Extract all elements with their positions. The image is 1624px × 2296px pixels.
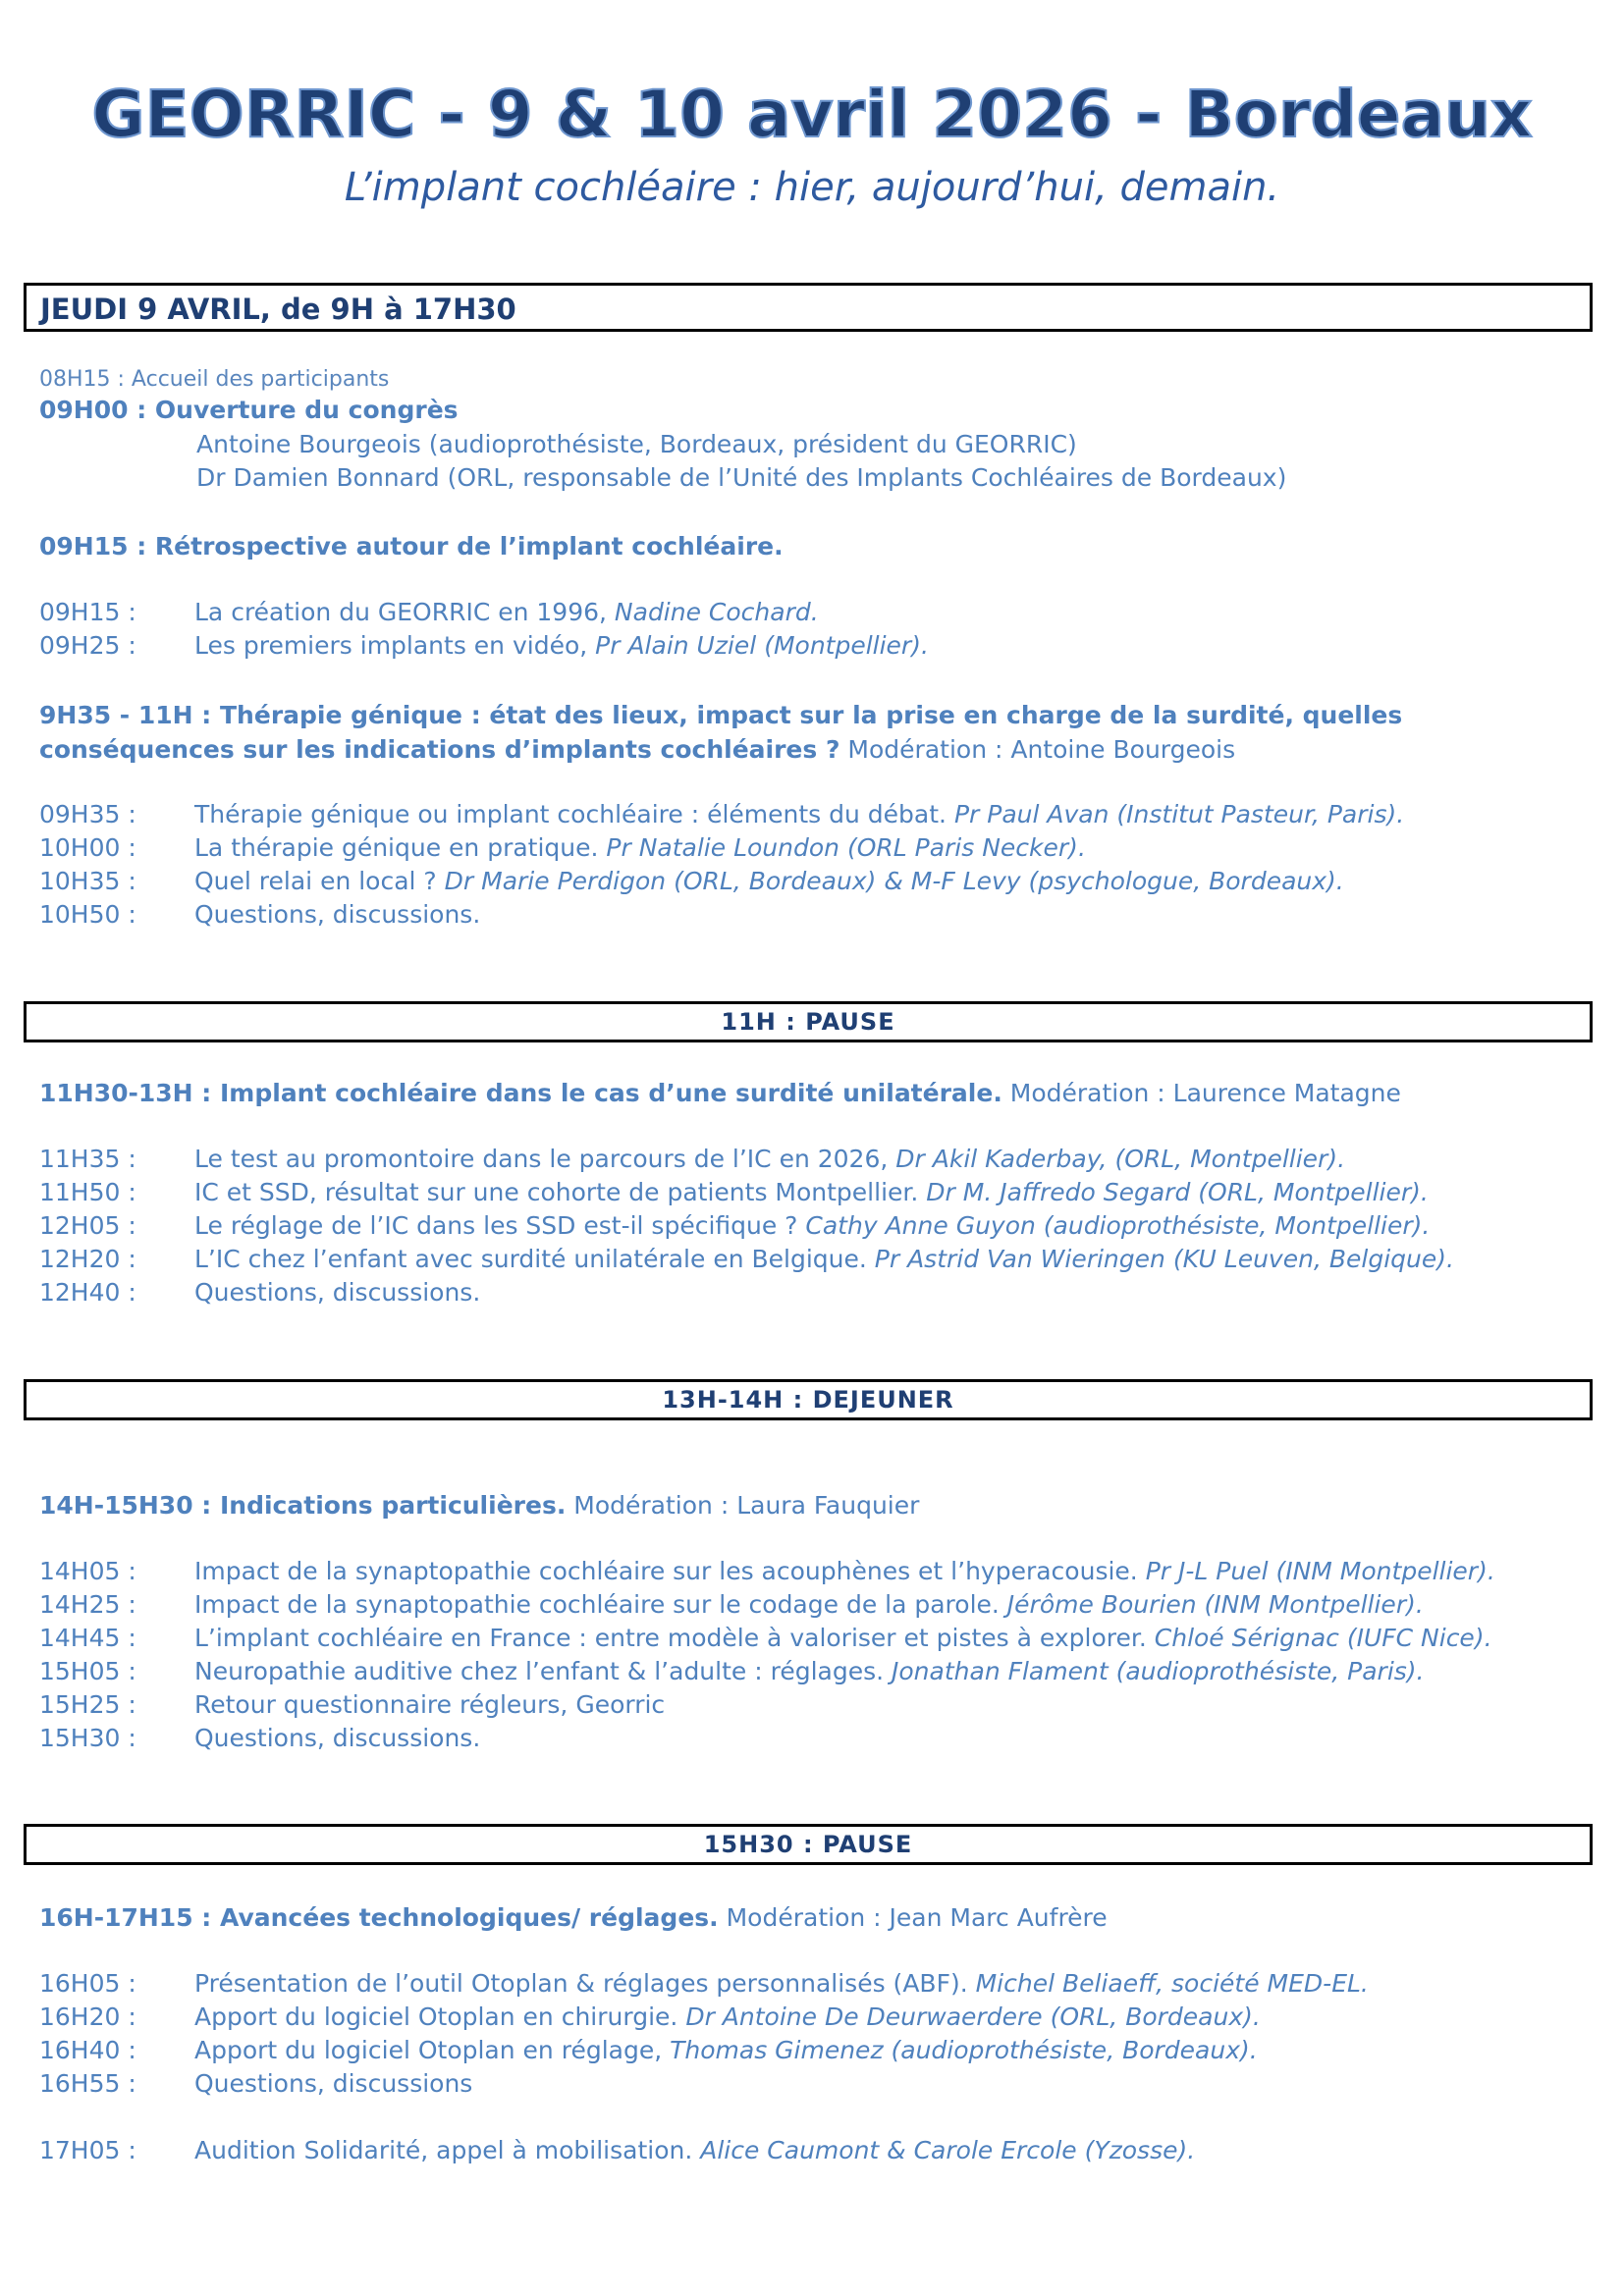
item-speaker: Dr M. Jaffredo Segard (ORL, Montpellier). (926, 1178, 1429, 1206)
session-title-text: 14H-15H30 : Indications particulières. (39, 1491, 567, 1520)
item-speaker: Pr Alain Uziel (Montpellier). (595, 631, 929, 660)
session-title (39, 529, 1600, 563)
item-text: Apport du logiciel Otoplan en chirurgie. (194, 2002, 686, 2031)
item-time: 16H20 : (39, 2002, 136, 2031)
item-text: Questions, discussions. (194, 1724, 481, 1752)
program-item (39, 1211, 1430, 1240)
item-time: 09H25 : (39, 631, 136, 660)
program-item (39, 900, 480, 929)
program-item (39, 1278, 480, 1307)
item-time: 17H05 : (39, 2136, 136, 2164)
session-title-text: 11H30-13H : Implant cochléaire dans le cas d’une surdité unilatérale. (39, 1079, 1002, 1107)
item-speaker: Dr Marie Perdigon (ORL, Bordeaux) & M-F Levy (psychologue, Bordeaux). (444, 867, 1344, 895)
program-item (39, 1557, 1495, 1585)
program-item (39, 833, 1086, 862)
item-speaker: Dr Antoine De Deurwaerdere (ORL, Bordeaux). (685, 2002, 1261, 2031)
program-item (39, 867, 1344, 895)
pause-banner: 11H : PAUSE (24, 1001, 1593, 1042)
item-text: La création du GEORRIC en 1996, (194, 598, 615, 626)
item-text: Le réglage de l’IC dans les SSD est-il spécifique ? (194, 1211, 806, 1240)
program-item (39, 1145, 1345, 1173)
item-speaker: Thomas Gimenez (audioprothésiste, Bordeaux). (670, 2036, 1258, 2064)
opening-title-text: 09H00 : Ouverture du congrès (39, 396, 459, 424)
item-text: IC et SSD, résultat sur une cohorte de patients Montpellier. (194, 1178, 927, 1206)
item-text: Audition Solidarité, appel à mobilisation. (194, 2136, 701, 2164)
item-text: Retour questionnaire régleurs, Georric (194, 1690, 666, 1719)
item-speaker: Nadine Cochard. (614, 598, 819, 626)
item-text: Présentation de l’outil Otoplan & réglages personnalisés (ABF). (194, 1969, 976, 1998)
program-item (39, 800, 1404, 828)
program-item (39, 2036, 1258, 2064)
item-time: 16H55 : (39, 2069, 136, 2098)
opening-speaker: Dr Damien Bonnard (ORL, responsable de l’Unité des Implants Cochléaires de Bordeaux) (196, 463, 1287, 492)
item-time: 09H15 : (39, 598, 136, 626)
item-speaker: Chloé Sérignac (IUFC Nice). (1154, 1624, 1492, 1652)
item-text: Apport du logiciel Otoplan en réglage, (194, 2036, 671, 2064)
item-speaker: Michel Beliaeff, société MED-EL. (975, 1969, 1369, 1998)
item-time: 11H35 : (39, 1145, 136, 1173)
item-time: 09H35 : (39, 800, 136, 828)
document-subtitle: L’implant cochléaire : hier, aujourd’hui, demain. (344, 165, 1280, 210)
pause-banner: 15H30 : PAUSE (24, 1824, 1593, 1865)
item-time: 12H40 : (39, 1278, 136, 1307)
item-time: 10H00 : (39, 833, 136, 862)
session-title-text: 16H-17H15 : Avancées technologiques/ réglages. (39, 1903, 719, 1932)
item-speaker: Jérôme Bourien (INM Montpellier). (1006, 1590, 1424, 1619)
item-time: 12H05 : (39, 1211, 136, 1240)
opening-title (39, 393, 1600, 427)
session-title (39, 1488, 1600, 1522)
program-item (39, 1624, 1492, 1652)
lunch-banner: 13H-14H : DEJEUNER (24, 1379, 1593, 1420)
session-title-text: 09H15 : Rétrospective autour de l’implant cochléaire. (39, 532, 784, 561)
item-speaker: Cathy Anne Guyon (audioprothésiste, Montpellier). (805, 1211, 1431, 1240)
program-item (39, 598, 819, 626)
program-item (39, 1969, 1369, 1998)
session-title (39, 1900, 1600, 1935)
item-text: Questions, discussions. (194, 900, 481, 929)
item-time: 16H40 : (39, 2036, 136, 2064)
item-text: Quel relai en local ? (194, 867, 445, 895)
item-time: 14H05 : (39, 1557, 136, 1585)
item-time: 12H20 : (39, 1245, 136, 1273)
item-text: Questions, discussions. (194, 1278, 481, 1307)
item-time: 11H50 : (39, 1178, 136, 1206)
closing-item (39, 2136, 1195, 2164)
item-text: Le test au promontoire dans le parcours de l’IC en 2026, (194, 1145, 896, 1173)
day-header: JEUDI 9 AVRIL, de 9H à 17H30 (24, 283, 1593, 332)
item-time: 10H50 : (39, 900, 136, 929)
program-item (39, 2069, 472, 2098)
welcome-line: 08H15 : Accueil des participants (39, 367, 390, 392)
item-time: 15H30 : (39, 1724, 136, 1752)
program-item (39, 2002, 1261, 2031)
session-title (39, 1076, 1600, 1110)
item-speaker: Pr Astrid Van Wieringen (KU Leuven, Belgique). (874, 1245, 1454, 1273)
item-time: 14H25 : (39, 1590, 136, 1619)
item-time: 15H05 : (39, 1657, 136, 1685)
item-text: Impact de la synaptopathie cochléaire sur les acouphènes et l’hyperacousie. (194, 1557, 1146, 1585)
item-text: Impact de la synaptopathie cochléaire sur le codage de la parole. (194, 1590, 1007, 1619)
document-title: GEORRIC - 9 & 10 avril 2026 - Bordeaux (91, 77, 1533, 152)
item-text: L’implant cochléaire en France : entre modèle à valoriser et pistes à explorer. (194, 1624, 1155, 1652)
session-moderation: Modération : Laura Fauquier (566, 1491, 920, 1520)
program-item (39, 1690, 665, 1719)
item-text: L’IC chez l’enfant avec surdité unilatérale en Belgique. (194, 1245, 875, 1273)
item-text: La thérapie génique en pratique. (194, 833, 607, 862)
program-item (39, 1178, 1429, 1206)
item-speaker: Dr Akil Kaderbay, (ORL, Montpellier). (895, 1145, 1346, 1173)
program-item (39, 1724, 480, 1752)
program-item (39, 1245, 1454, 1273)
item-speaker: Alice Caumont & Carole Ercole (Yzosse). (700, 2136, 1196, 2164)
program-item (39, 631, 929, 660)
item-text: Neuropathie auditive chez l’enfant & l’adulte : réglages. (194, 1657, 893, 1685)
item-time: 15H25 : (39, 1690, 136, 1719)
item-time: 10H35 : (39, 867, 136, 895)
item-text: Questions, discussions (194, 2069, 473, 2098)
item-speaker: Jonathan Flament (audioprothésiste, Paris). (892, 1657, 1425, 1685)
session-moderation: Modération : Laurence Matagne (1001, 1079, 1401, 1107)
session-title-text: 9H35 - 11H : Thérapie génique : état des lieux, impact sur la prise en charge de la surdité, quelles conséquences sur les indications d’implants cochléaires ? (39, 701, 1403, 764)
session-moderation: Modération : Jean Marc Aufrère (718, 1903, 1108, 1932)
item-speaker: Pr J-L Puel (INM Montpellier). (1145, 1557, 1495, 1585)
session-title (39, 698, 1600, 767)
item-time: 16H05 : (39, 1969, 136, 1998)
program-item (39, 1657, 1425, 1685)
item-speaker: Pr Natalie Loundon (ORL Paris Necker). (606, 833, 1086, 862)
opening-speaker: Antoine Bourgeois (audioprothésiste, Bordeaux, président du GEORRIC) (196, 430, 1077, 458)
item-time: 14H45 : (39, 1624, 136, 1652)
program-item (39, 1590, 1424, 1619)
item-text: Thérapie génique ou implant cochléaire : éléments du débat. (194, 800, 954, 828)
session-moderation: Modération : Antoine Bourgeois (839, 735, 1236, 764)
item-text: Les premiers implants en vidéo, (194, 631, 596, 660)
item-speaker: Pr Paul Avan (Institut Pasteur, Paris). (953, 800, 1405, 828)
